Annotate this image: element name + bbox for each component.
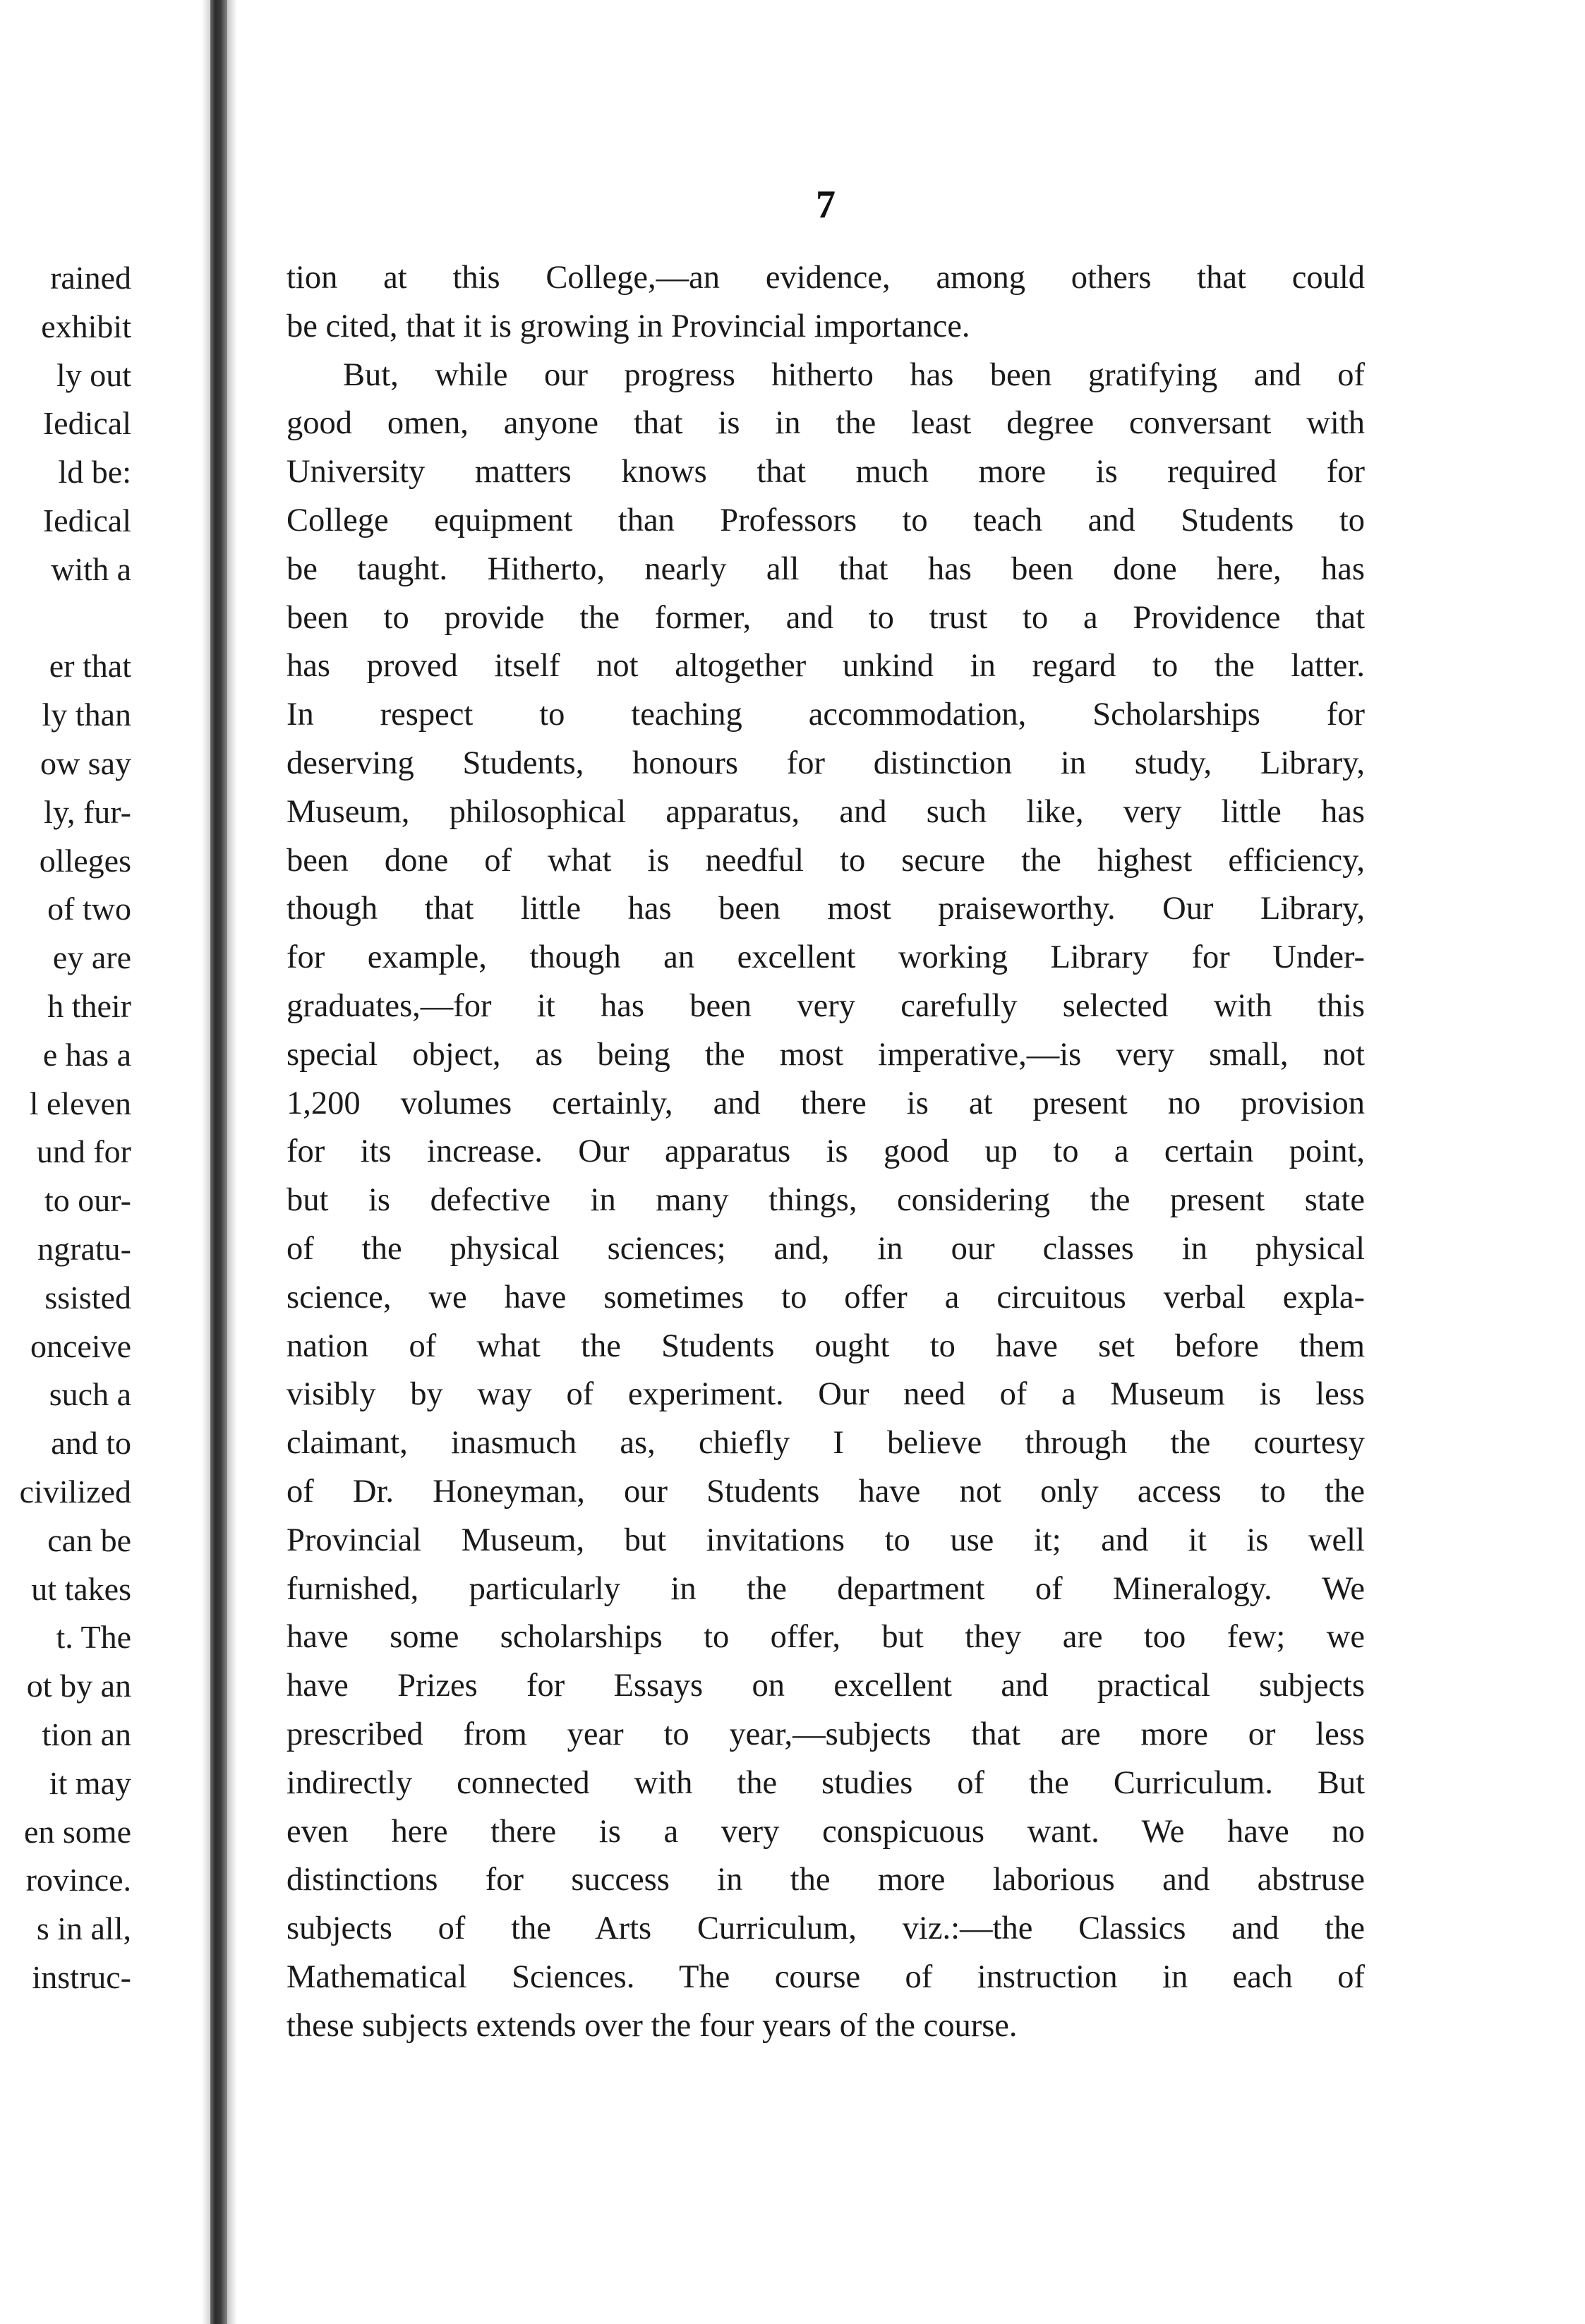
text-line: deserving Students, honours for distinction in study, Library, bbox=[287, 745, 1365, 781]
fragment-line: of two bbox=[47, 891, 131, 927]
text-line: subjects of the Arts Curriculum, viz.:—the Classics and the bbox=[287, 1910, 1365, 1947]
fragment-line: such a bbox=[49, 1376, 131, 1413]
fragment-line: Iedical bbox=[42, 405, 131, 442]
fragment-line: ssisted bbox=[44, 1279, 131, 1315]
fragment-line: tion an bbox=[42, 1716, 131, 1752]
text-line: science, we have sometimes to offer a circuitous verbal expla- bbox=[287, 1279, 1365, 1315]
text-line: prescribed from year to year,—subjects that are more or less bbox=[287, 1716, 1365, 1752]
fragment-line: h their bbox=[47, 987, 131, 1024]
fragment-line: e has a bbox=[42, 1036, 131, 1073]
fragment-line: rovince. bbox=[25, 1862, 131, 1898]
text-line: graduates,—for it has been very carefully selected with this bbox=[287, 987, 1365, 1024]
text-line: Provincial Museum, but invitations to use it; and it is well bbox=[287, 1522, 1365, 1558]
text-line: But, while our progress hitherto has been gratifying and of bbox=[343, 356, 1365, 393]
text-line: distinctions for success in the more laborious and abstruse bbox=[287, 1862, 1365, 1898]
text-line: but is defective in many things, considering the present state bbox=[287, 1182, 1365, 1219]
facing-page-fragment bbox=[0, 254, 131, 2002]
page-number: 7 bbox=[816, 183, 836, 227]
fragment-line bbox=[0, 594, 131, 643]
text-line: for example, though an excellent working Library for Under- bbox=[287, 939, 1365, 976]
text-line: claimant, inasmuch as, chiefly I believe through the courtesy bbox=[287, 1425, 1365, 1462]
text-line: have some scholarships to offer, but they are too few; we bbox=[287, 1619, 1365, 1656]
text-line: been done of what is needful to secure the highest efficiency, bbox=[287, 842, 1365, 879]
text-line: has proved itself not altogether unkind in regard to the latter. bbox=[287, 648, 1365, 685]
text-line: have Prizes for Essays on excellent and practical subjects bbox=[287, 1668, 1365, 1704]
fragment-line: civilized bbox=[19, 1473, 131, 1510]
binding-shadow-right bbox=[227, 0, 237, 2324]
text-line: good omen, anyone that is in the least degree conversant with bbox=[287, 405, 1365, 442]
fragment-line: ngratu- bbox=[37, 1230, 131, 1267]
text-line: University matters knows that much more is required for bbox=[287, 454, 1365, 490]
text-line: 1,200 volumes certainly, and there is at present no provision bbox=[287, 1085, 1365, 1121]
fragment-line: ld be: bbox=[58, 454, 131, 490]
text-line: In respect to teaching accommodation, Scholarships for bbox=[287, 697, 1365, 733]
fragment-line: und for bbox=[36, 1133, 131, 1170]
text-line: these subjects extends over the four years of the course. bbox=[287, 2007, 1018, 2044]
text-line: for its increase. Our apparatus is good up to a certain point, bbox=[287, 1133, 1365, 1170]
fragment-line: ow say bbox=[40, 745, 131, 781]
fragment-line: ot by an bbox=[26, 1668, 131, 1704]
fragment-line: s in all, bbox=[36, 1910, 131, 1947]
text-line: furnished, particularly in the department of Mineralogy. We bbox=[287, 1570, 1365, 1607]
text-line: indirectly connected with the studies of the Curriculum. But bbox=[287, 1764, 1365, 1801]
text-line: of the physical sciences; and, in our classes in physical bbox=[287, 1230, 1365, 1267]
fragment-line: ly out bbox=[56, 356, 131, 393]
body-text bbox=[287, 254, 1365, 2050]
fragment-line: ut takes bbox=[31, 1570, 131, 1607]
fragment-line: can be bbox=[47, 1522, 131, 1558]
binding-shadow bbox=[202, 0, 210, 2324]
fragment-line: ey are bbox=[52, 939, 131, 976]
text-line: even here there is a very conspicuous want. We have no bbox=[287, 1813, 1365, 1850]
book-gutter bbox=[210, 0, 227, 2324]
text-line: be cited, that it is growing in Provincial importance. bbox=[287, 308, 970, 344]
fragment-line: and to bbox=[51, 1425, 131, 1462]
fragment-line: Iedical bbox=[42, 502, 131, 538]
text-line: be taught. Hitherto, nearly all that has been done here, has bbox=[287, 550, 1365, 587]
fragment-line: ly than bbox=[42, 697, 131, 733]
fragment-line: en some bbox=[23, 1813, 131, 1850]
text-line: of Dr. Honeyman, our Students have not only access to the bbox=[287, 1473, 1365, 1510]
text-line: tion at this College,—an evidence, among others that could bbox=[287, 260, 1365, 296]
text-line: Museum, philosophical apparatus, and such like, very little has bbox=[287, 793, 1365, 830]
fragment-line: it may bbox=[49, 1764, 131, 1801]
fragment-line: instruc- bbox=[32, 1958, 131, 1995]
fragment-line: with a bbox=[51, 550, 131, 587]
text-line: special object, as being the most imperative,—is very small, not bbox=[287, 1036, 1365, 1073]
text-line: College equipment than Professors to teach and Students to bbox=[287, 502, 1365, 538]
text-line: though that little has been most praiseworthy. Our Library, bbox=[287, 891, 1365, 927]
fragment-line: onceive bbox=[30, 1327, 131, 1364]
text-line: been to provide the former, and to trust to a Providence that bbox=[287, 599, 1365, 636]
fragment-line: exhibit bbox=[41, 308, 131, 344]
fragment-line: rained bbox=[50, 260, 131, 296]
text-line: visibly by way of experiment. Our need of a Museum is less bbox=[287, 1376, 1365, 1413]
text-line: Mathematical Sciences. The course of instruction in each of bbox=[287, 1958, 1365, 1995]
fragment-line: er that bbox=[49, 648, 131, 685]
fragment-line: t. The bbox=[56, 1619, 131, 1656]
fragment-line: l eleven bbox=[29, 1085, 131, 1121]
text-line: nation of what the Students ought to have set before them bbox=[287, 1327, 1365, 1364]
fragment-line: to our- bbox=[44, 1182, 131, 1219]
fragment-line: ly, fur- bbox=[44, 793, 131, 830]
fragment-line: olleges bbox=[39, 842, 131, 879]
